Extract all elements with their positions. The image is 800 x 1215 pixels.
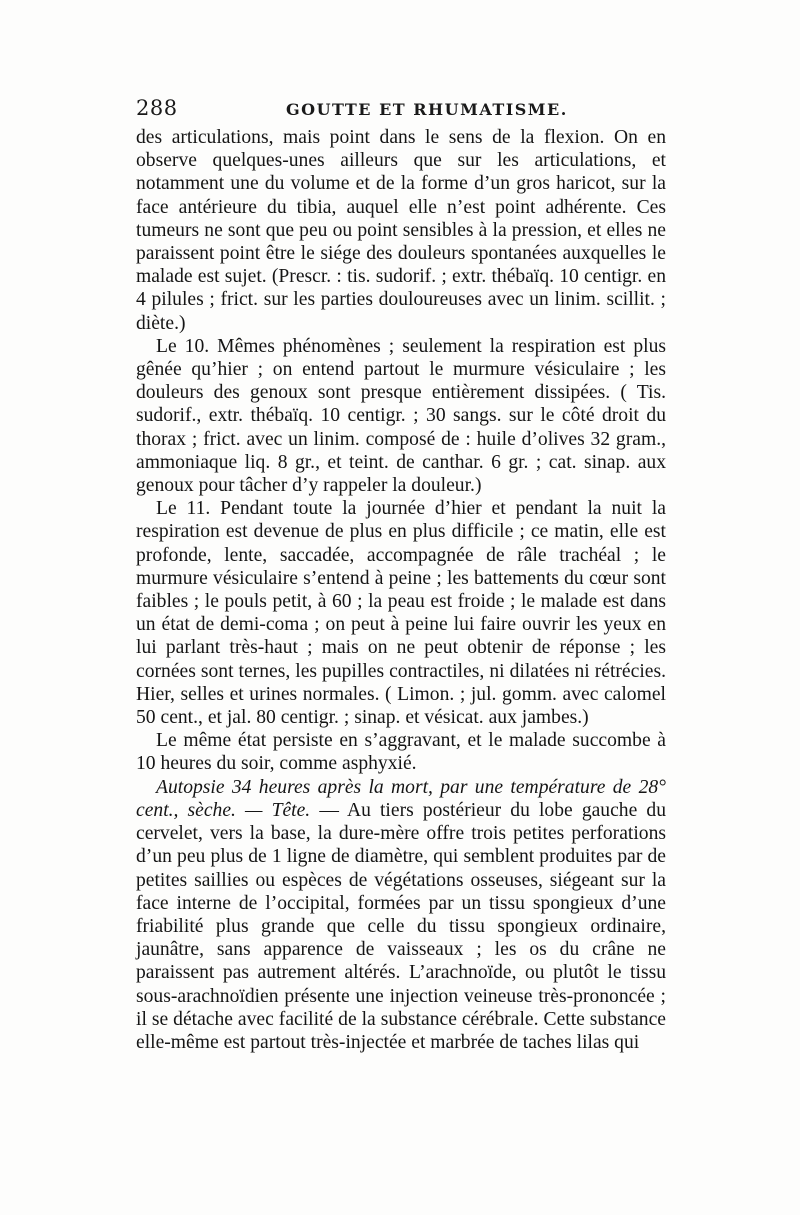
page-number: 288 (136, 96, 178, 120)
paragraph-2: Le 10. Mêmes phénomènes ; seulement la respiration est plus gênée qu’hier ; on entend partout le murmure vésiculaire ; les douleurs des genoux sont presque entièrement dissipées. ( Tis. sudorif., extr. thébaïq. 10 centigr. ; 30 sangs. sur le côté droit du thorax ; frict. avec un linim. composé de : huile d’olives 32 gram., ammoniaque liq. 8 gr., et teint. de canthar. 6 gr. ; cat. sinap. aux genoux pour tâcher d’y rappeler la douleur.) (136, 335, 666, 497)
autopsy-heading: Autopsie 34 heures après la mort, par une température de 28° cent., sèche. — Tête. (136, 776, 666, 821)
paragraph-4: Le même état persiste en s’aggravant, et le malade succombe à 10 heures du soir, comme asphyxié. (136, 730, 666, 775)
paragraph-1: des articulations, mais point dans le sens de la flexion. On en observe quelques-unes ailleurs que sur les articulations, et notamment une du volume et de la forme d’un gros haricot, sur la face antérieure du tibia, auquel elle n’est point adhérente. Ces tumeurs ne sont que peu ou point sensibles à la pression, et elles ne paraissent point être le siége des douleurs spontanées auxquelles le malade est sujet. (Prescr. : tis. sudorif. ; extr. thébaïq. 10 centigr. en 4 pilules ; frict. sur les parties douloureuses avec un linim. scillit. ; diète.) (136, 127, 666, 334)
paragraph-3: Le 11. Pendant toute la journée d’hier et pendant la nuit la respiration est devenue de plus en plus difficile ; ce matin, elle est profonde, lente, saccadée, accompagnée de râle trachéal ; le murmure vésiculaire s’entend à peine ; les battements du cœur sont faibles ; le pouls petit, à 60 ; la peau est froide ; le malade est dans un état de demi-coma ; on peut à peine lui faire ouvrir les yeux en lui parlant très-haut ; mais on ne peut obtenir de réponse ; les cornées sont ternes, les pupilles contractiles, ni dilatées ni rétrécies. Hier, selles et urines normales. ( Limon. ; jul. gomm. avec calomel 50 cent., et jal. 80 centigr. ; sinap. et vésicat. aux jambes.) (136, 498, 666, 729)
running-title: GOUTTE ET RHUMATISME. (286, 100, 568, 119)
paragraph-5 (136, 776, 666, 1054)
page-header (136, 96, 666, 124)
paragraph-5-text: — Au tiers postérieur du lobe gauche du cervelet, vers la base, la dure-mère offre trois petites perforations d’un peu plus de 1 ligne de diamètre, qui semblent produites par de petites saillies ou espèces de végétations osseuses, siégeant sur la face interne de l’occipital, formées par un tissu spongieux d’une friabilité plus grande que celle du tissu spongieux ordinaire, jaunâtre, sans apparence de vaisseaux ; les os du crâne ne paraissent pas autrement altérés. L’arachnoïde, ou plutôt le tissu sous-arachnoïdien présente une injection veineuse très-prononcée ; il se détache avec facilité de la substance cérébrale. Cette substance elle-même est partout très-injectée et marbrée de taches lilas qui (136, 799, 666, 1053)
body-text (136, 126, 666, 1054)
